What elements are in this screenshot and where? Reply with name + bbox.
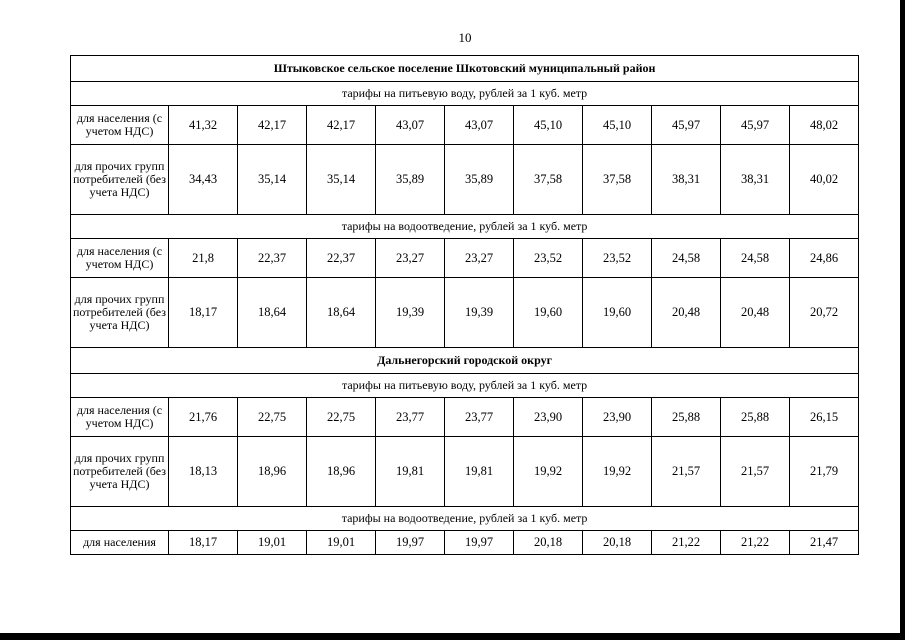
value-cell: 23,90 bbox=[514, 398, 583, 437]
value-cell: 35,14 bbox=[238, 145, 307, 215]
tariff-table bbox=[70, 55, 859, 555]
value-cell: 42,17 bbox=[307, 106, 376, 145]
value-cell: 19,01 bbox=[238, 531, 307, 555]
table-row bbox=[71, 437, 859, 507]
value-cell: 21,76 bbox=[169, 398, 238, 437]
tariff-subheader: тарифы на питьевую воду, рублей за 1 куб. метр bbox=[71, 374, 859, 398]
value-cell: 45,10 bbox=[514, 106, 583, 145]
value-cell: 45,10 bbox=[583, 106, 652, 145]
value-cell: 26,15 bbox=[790, 398, 859, 437]
value-cell: 37,58 bbox=[583, 145, 652, 215]
row-label: для прочих групп потребителей (без учета НДС) bbox=[71, 437, 169, 507]
value-cell: 23,52 bbox=[583, 239, 652, 278]
value-cell: 23,77 bbox=[376, 398, 445, 437]
value-cell: 19,01 bbox=[307, 531, 376, 555]
scan-border-bottom bbox=[0, 633, 905, 640]
value-cell: 22,37 bbox=[238, 239, 307, 278]
value-cell: 43,07 bbox=[376, 106, 445, 145]
section-title: Штыковское сельское поселение Шкотовский муниципальный район bbox=[71, 56, 859, 82]
value-cell: 24,58 bbox=[721, 239, 790, 278]
value-cell: 22,75 bbox=[307, 398, 376, 437]
section-title-row bbox=[71, 348, 859, 374]
value-cell: 19,81 bbox=[376, 437, 445, 507]
value-cell: 35,89 bbox=[376, 145, 445, 215]
value-cell: 23,27 bbox=[445, 239, 514, 278]
value-cell: 41,32 bbox=[169, 106, 238, 145]
row-label: для населения (с учетом НДС) bbox=[71, 239, 169, 278]
row-label: для населения (с учетом НДС) bbox=[71, 106, 169, 145]
tariff-subheader: тарифы на водоотведение, рублей за 1 куб. метр bbox=[71, 215, 859, 239]
value-cell: 18,96 bbox=[307, 437, 376, 507]
table-row bbox=[71, 106, 859, 145]
value-cell: 42,17 bbox=[238, 106, 307, 145]
value-cell: 37,58 bbox=[514, 145, 583, 215]
tariff-subheader: тарифы на питьевую воду, рублей за 1 куб. метр bbox=[71, 82, 859, 106]
value-cell: 21,57 bbox=[652, 437, 721, 507]
subheader-row bbox=[71, 82, 859, 106]
table-row bbox=[71, 278, 859, 348]
value-cell: 45,97 bbox=[721, 106, 790, 145]
value-cell: 25,88 bbox=[652, 398, 721, 437]
value-cell: 23,52 bbox=[514, 239, 583, 278]
value-cell: 20,72 bbox=[790, 278, 859, 348]
value-cell: 18,64 bbox=[307, 278, 376, 348]
value-cell: 19,97 bbox=[376, 531, 445, 555]
value-cell: 25,88 bbox=[721, 398, 790, 437]
subheader-row bbox=[71, 507, 859, 531]
value-cell: 22,75 bbox=[238, 398, 307, 437]
table-row bbox=[71, 239, 859, 278]
value-cell: 19,39 bbox=[376, 278, 445, 348]
row-label: для прочих групп потребителей (без учета НДС) bbox=[71, 145, 169, 215]
value-cell: 21,79 bbox=[790, 437, 859, 507]
value-cell: 23,77 bbox=[445, 398, 514, 437]
value-cell: 40,02 bbox=[790, 145, 859, 215]
table-row bbox=[71, 531, 859, 555]
section-title: Дальнегорский городской округ bbox=[71, 348, 859, 374]
value-cell: 21,57 bbox=[721, 437, 790, 507]
value-cell: 18,64 bbox=[238, 278, 307, 348]
value-cell: 18,17 bbox=[169, 278, 238, 348]
row-label: для населения bbox=[71, 531, 169, 555]
value-cell: 23,27 bbox=[376, 239, 445, 278]
value-cell: 45,97 bbox=[652, 106, 721, 145]
value-cell: 21,47 bbox=[790, 531, 859, 555]
value-cell: 20,18 bbox=[583, 531, 652, 555]
value-cell: 19,97 bbox=[445, 531, 514, 555]
value-cell: 23,90 bbox=[583, 398, 652, 437]
value-cell: 19,60 bbox=[583, 278, 652, 348]
value-cell: 24,58 bbox=[652, 239, 721, 278]
value-cell: 19,39 bbox=[445, 278, 514, 348]
value-cell: 19,92 bbox=[514, 437, 583, 507]
value-cell: 22,37 bbox=[307, 239, 376, 278]
value-cell: 21,22 bbox=[721, 531, 790, 555]
tariff-subheader: тарифы на водоотведение, рублей за 1 куб. метр bbox=[71, 507, 859, 531]
value-cell: 48,02 bbox=[790, 106, 859, 145]
value-cell: 34,43 bbox=[169, 145, 238, 215]
value-cell: 20,18 bbox=[514, 531, 583, 555]
section-title-row bbox=[71, 56, 859, 82]
value-cell: 18,17 bbox=[169, 531, 238, 555]
value-cell: 35,14 bbox=[307, 145, 376, 215]
table-row bbox=[71, 145, 859, 215]
value-cell: 21,8 bbox=[169, 239, 238, 278]
row-label: для прочих групп потребителей (без учета НДС) bbox=[71, 278, 169, 348]
table-row bbox=[71, 398, 859, 437]
value-cell: 19,81 bbox=[445, 437, 514, 507]
scan-border-right bbox=[900, 0, 905, 640]
subheader-row bbox=[71, 374, 859, 398]
value-cell: 43,07 bbox=[445, 106, 514, 145]
value-cell: 38,31 bbox=[721, 145, 790, 215]
value-cell: 19,60 bbox=[514, 278, 583, 348]
value-cell: 35,89 bbox=[445, 145, 514, 215]
value-cell: 20,48 bbox=[721, 278, 790, 348]
value-cell: 19,92 bbox=[583, 437, 652, 507]
value-cell: 18,96 bbox=[238, 437, 307, 507]
row-label: для населения (с учетом НДС) bbox=[71, 398, 169, 437]
value-cell: 20,48 bbox=[652, 278, 721, 348]
subheader-row bbox=[71, 215, 859, 239]
value-cell: 38,31 bbox=[652, 145, 721, 215]
value-cell: 21,22 bbox=[652, 531, 721, 555]
value-cell: 18,13 bbox=[169, 437, 238, 507]
value-cell: 24,86 bbox=[790, 239, 859, 278]
page-number: 10 bbox=[458, 30, 472, 45]
